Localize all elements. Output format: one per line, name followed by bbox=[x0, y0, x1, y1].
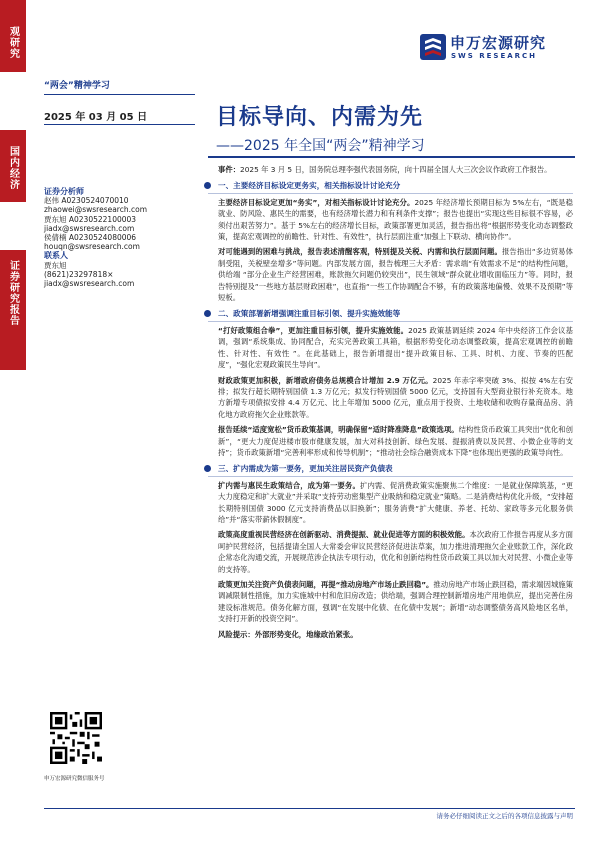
paragraph-text: 2025 政策基调延续 2024 年中央经济工作会议基调，强调“系统集成、协同配合，充实完善政策工具箱，根据形势变化动态调整政策，提高宏观调控的前瞻性、针对性、有效性 ”。在此基础上，报告新增提出“提升政策目标、工具、时机、力度、节奏的匹配度”，“强化宏观政策民生导向”。 bbox=[218, 325, 574, 370]
section-heading-3-text: 三、扩内需成为第一要务，更加关注居民资产负债表 bbox=[218, 464, 393, 474]
event-label: 事件： bbox=[218, 165, 241, 174]
paragraph-lead: 对可能遇到的困难与挑战，报告表述清醒客观，特别提及关税、内需和执行层面问题。 bbox=[218, 247, 502, 257]
title-divider bbox=[208, 156, 575, 158]
paragraph-text: 报告指出“多边贸易体制受阻，关税壁垒增多”等问题。内部发展方面，报告梳理三大矛盾：需求端“有效需求不足”的结构性问题，供给端 “部分企业生产经营困难，账款拖欠问题仍较突出”，民生领域“群众就业增收面临压力”等。同时，报告特别提及“一些地方基层财政困难”，也直指“一些工作协调配合不够，有的政策落地偏慢、效果不及预期”等短板。 bbox=[218, 247, 573, 303]
body-paragraph bbox=[218, 197, 573, 243]
section-heading-1-text: 一、主要经济目标设定更务实，相关指标设计讨论充分 bbox=[218, 181, 401, 191]
contact-heading: 联系人 bbox=[44, 251, 68, 261]
body-paragraph bbox=[218, 375, 573, 421]
footer-divider bbox=[44, 808, 575, 809]
paragraph-text: 推动房地产市场止跌回稳，需求端因城施策调减限制性措施，加力实施城中村和危旧房改造；供给端，强调合理控制新增房地产用地供应，提出完善住房建设标准规范。债务化解方面，强调“在发展中化债、在化债中发展”；新增“动态调整债务高风险地区名单，支持打开新的投资空间”。 bbox=[218, 580, 573, 624]
analyst-line: zhaowei@swsresearch.com bbox=[44, 205, 148, 215]
body-paragraph bbox=[218, 480, 573, 526]
paragraph-lead: 扩内需与惠民生政策结合，成为第一要务。 bbox=[218, 480, 360, 490]
section-bullet-icon bbox=[204, 310, 211, 317]
series-divider bbox=[44, 94, 195, 95]
risk-paragraph bbox=[218, 629, 573, 640]
paragraph-text: 2025 年经济增长预期目标为 5%左右，“既是稳就业、防风险、惠民生的需要，也有经济增长潜力和有利条件支撑”；报告也提出“实现这些目标很不容易，必须付出艰苦努力”。基于 5%左右的经济增长目标，政策部署更加灵活，报告指出将“根据形势变化动态调整政策，提高宏观调控的前瞻性、针对性、有效性”，执行层面注重“加强上下联动、横向协作”。 bbox=[218, 197, 573, 242]
paragraph-lead: 报告延续“适度宽松”货币政策基调，明确保留“适时降准降息”政策选项。 bbox=[218, 425, 459, 435]
sidebar-tag-report-type bbox=[0, 250, 26, 370]
event-paragraph bbox=[218, 164, 573, 175]
contact-line: (8621)23297818× bbox=[44, 269, 114, 279]
paragraph-lead: 财政政策更加积极，新增政府债务总规模合计增加 2.9 万亿元。 bbox=[218, 375, 433, 385]
contact-line: jiadx@swsresearch.com bbox=[44, 279, 135, 289]
brand-logo-mark-icon bbox=[420, 34, 446, 60]
brand-logo bbox=[420, 32, 570, 72]
brand-name-cn: 申万宏源研究 bbox=[450, 34, 547, 52]
body-paragraph bbox=[218, 325, 573, 371]
qr-caption: 申万宏源研究微信服务号 bbox=[44, 776, 105, 782]
section-bullet-icon bbox=[204, 182, 211, 189]
analyst-line: 贾东旭 A0230522100003 bbox=[44, 214, 137, 224]
left-sidebar bbox=[0, 0, 26, 841]
analyst-line: 赵伟 A0230524070010 bbox=[44, 196, 129, 206]
sidebar-tag-domestic-economy-label: 国内经济 bbox=[7, 146, 19, 190]
analyst-line: houqn@swsresearch.com bbox=[44, 242, 140, 252]
section-heading-2-text: 二、政策部署新增强调注重目标引领、提升实施效能等 bbox=[218, 309, 401, 319]
sidebar-tag-domestic-economy bbox=[0, 130, 26, 202]
report-body bbox=[218, 164, 573, 644]
analyst-line: 侯倩楠 A0230524080006 bbox=[44, 233, 137, 243]
analyst-line: jiadx@swsresearch.com bbox=[44, 223, 135, 233]
paragraph-lead: “打好政策组合拳”，更加注重目标引领，提升实施效能。 bbox=[218, 325, 409, 335]
paragraph-lead: 政策更加关注资产负债表问题，再提“推动房地产市场止跌回稳”。 bbox=[218, 580, 434, 589]
contact-line: 贾东旭 bbox=[44, 260, 67, 270]
paragraph-text: 扩内需、促消费政策实施聚焦二个维度：一是就业保障筑基，“更大力度稳定和扩大就业”并采取“支持劳动密集型产业吸纳和稳定就业”策略。二是消费结构优化升级，“安排超长期特别国债 3000 亿元支持消费品以旧换新”；服务消费“扩大健康、养老、托幼、家政等多元化服务供给”并“落实带薪休假制度”。 bbox=[218, 480, 573, 524]
body-paragraph bbox=[218, 424, 573, 458]
body-paragraph bbox=[218, 246, 573, 303]
report-subtitle: ——2025 年全国“两会”精神学习 bbox=[216, 138, 425, 154]
sidebar-tag-research bbox=[0, 0, 26, 72]
paragraph-text: 结构性货币政策工具突出“优化和创新”，“更大力度促进楼市股市健康发展，加大对科技创新、绿色发展、提振消费以及民营、小微企业等的支持”；货币政策新增“完善利率形成和传导机制”；“推动社会综合融资成本下降”也体现出更强的政策导向性。 bbox=[218, 425, 574, 457]
qr-code-icon[interactable] bbox=[50, 712, 102, 764]
risk-warning: 风险提示：外部形势变化，地缘政治紧张。 bbox=[218, 629, 358, 639]
section-heading-3 bbox=[208, 462, 573, 476]
brand-name-en: SWS RESEARCH bbox=[451, 52, 538, 60]
footer-disclaimer: 请务必仔细阅读正文之后的各项信息披露与声明 bbox=[436, 812, 573, 820]
paragraph-lead: 政策高度重视民营经济在创新驱动、消费提振、就业促进等方面的积极效能。 bbox=[218, 530, 470, 540]
date-divider bbox=[44, 124, 195, 125]
analyst-heading: 证券分析师 bbox=[44, 187, 84, 196]
event-text: 2025 年 3 月 5 日，国务院总理李强代表国务院，向十四届全国人大三次会议作政府工作报告。 bbox=[240, 165, 552, 174]
paragraph-text: 本次政府工作报告再度从多方面呵护民营经济，包括提请全国人大常委会审议民营经济促进法草案，加力推进清理拖欠企业账款工作，深化政企常态化沟通交流，开展规范涉企执法专项行动，优化和创新结构性货币政策工具以加大对民营、小微企业等的支持等。 bbox=[218, 530, 573, 574]
section-heading-1 bbox=[208, 179, 573, 193]
sidebar-tag-research-label: 观研究 bbox=[7, 26, 19, 59]
paragraph-text: 2025 年赤字率突破 3%、拟按 4%左右安排；拟发行超长期特别国债 1.3 万亿元；拟发行特别国债 5000 亿元，支持国有大型商业银行补充资本。地方新增专项债拟安排 4.4 万亿元、比上年增加 5000 亿元，重点用于投资、土地收储和收购存量商品房、消化地方政府拖欠企业账款等。 bbox=[218, 375, 573, 419]
body-paragraph bbox=[218, 579, 573, 625]
section-bullet-icon bbox=[204, 465, 211, 472]
report-date: 2025 年 03 月 05 日 bbox=[44, 112, 148, 123]
analyst-info bbox=[44, 187, 194, 288]
sidebar-tag-report-type-label: 证券研究报告 bbox=[7, 260, 19, 326]
body-paragraph bbox=[218, 529, 573, 575]
paragraph-lead: 主要经济目标设定更加“务实”，对相关指标设计讨论充分。 bbox=[218, 197, 415, 207]
report-series: “两会”精神学习 bbox=[44, 81, 110, 91]
section-heading-2 bbox=[208, 307, 573, 321]
report-title: 目标导向、内需为先 bbox=[216, 105, 424, 130]
